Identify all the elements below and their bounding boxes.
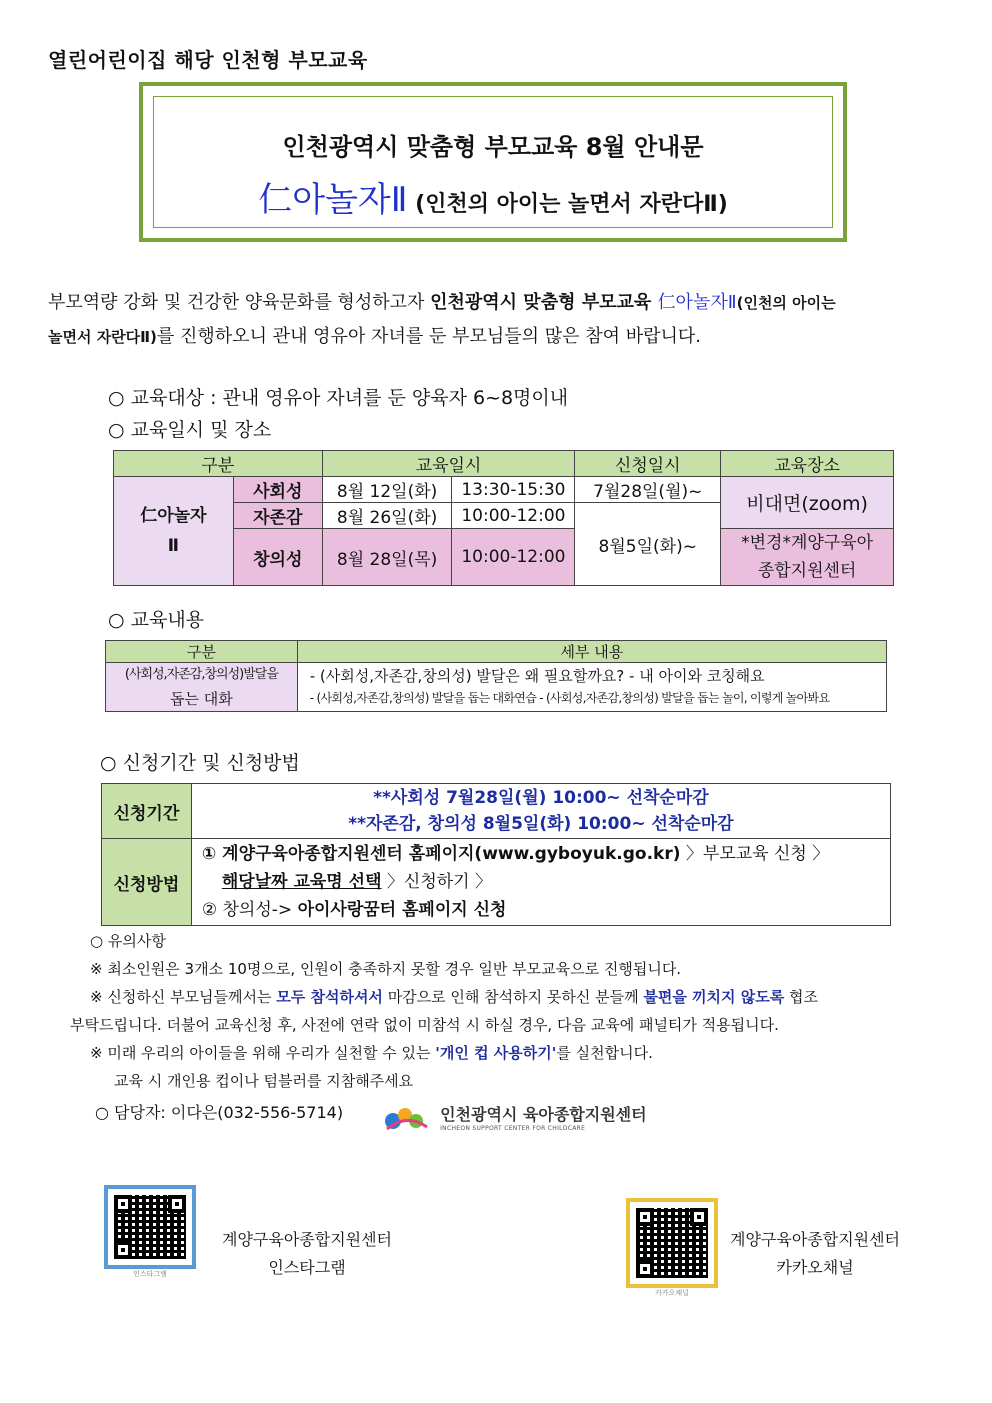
apply-method-2 bbox=[202, 868, 889, 896]
apply-table bbox=[101, 783, 891, 926]
title-box bbox=[139, 82, 847, 242]
kakao-qr-block bbox=[626, 1198, 718, 1298]
content-detail-cell bbox=[297, 663, 886, 712]
apply-method-2-rest: 〉신청하기 〉 bbox=[381, 872, 492, 892]
kakao-label-line-1: 계양구육아종합지원센터 bbox=[730, 1230, 901, 1249]
header-place: 교육장소 bbox=[721, 451, 894, 477]
time-cell: 10:00-12:00 bbox=[452, 529, 575, 586]
schedule-heading: ○ 교육일시 및 장소 bbox=[108, 419, 272, 441]
note-4a: ※ 미래 우리의 아이들을 위해 우리가 실천할 수 있는 bbox=[90, 1044, 436, 1062]
apply-period-cell bbox=[191, 784, 890, 839]
instagram-qr-block bbox=[104, 1185, 196, 1279]
qr-pattern bbox=[636, 1208, 708, 1278]
title-brand-line bbox=[154, 172, 832, 221]
apply-method-3 bbox=[202, 896, 889, 924]
qr-finder-mark bbox=[690, 1208, 708, 1226]
note-1: ※ 최소인원은 3개소 10명으로, 인원이 충족하지 못할 경우 일반 부모교육으로 진행됩니다. bbox=[90, 960, 682, 978]
date-cell: 8월 26일(화) bbox=[322, 503, 452, 529]
content-heading: ○ 교육내용 bbox=[108, 609, 205, 631]
content-table bbox=[105, 640, 887, 712]
topic-cell: 창의성 bbox=[233, 529, 322, 586]
center-logo-text bbox=[440, 1102, 647, 1132]
qr-finder-mark bbox=[114, 1241, 132, 1259]
header-category: 구분 bbox=[114, 451, 323, 477]
qr-finder-mark bbox=[114, 1195, 132, 1213]
qr-finder-mark bbox=[636, 1260, 654, 1278]
intro-text: 부모역량 강화 및 건강한 양육문화를 형성하고자 bbox=[48, 292, 431, 313]
intro-bold: 인천광역시 맞춤형 부모교육 bbox=[430, 292, 658, 313]
program-cell bbox=[114, 477, 234, 586]
title-inner-frame bbox=[153, 96, 833, 228]
note-4c: 를 실천합니다. bbox=[556, 1044, 653, 1062]
qr-finder-mark bbox=[636, 1208, 654, 1226]
qr-finder-mark bbox=[168, 1195, 186, 1213]
target-bullet: ○ 교육대상 : 관내 영유아 자녀를 둔 양육자 6~8명이내 bbox=[108, 387, 569, 409]
qr-pattern bbox=[114, 1195, 186, 1259]
schedule-table bbox=[113, 450, 894, 586]
header-apply-date: 신청일시 bbox=[575, 451, 721, 477]
place-changed-line-1: *변경*계양구육아 bbox=[741, 533, 874, 553]
apply-method-1 bbox=[202, 840, 889, 868]
date-cell: 8월 12일(화) bbox=[322, 477, 452, 503]
apply-period-label: 신청기간 bbox=[102, 784, 192, 839]
note-2-emphasis-2: 불편을 끼치지 않도록 bbox=[643, 988, 785, 1006]
content-category-cell bbox=[106, 663, 298, 712]
header-datetime: 교육일시 bbox=[322, 451, 575, 477]
content-detail-2: - (사회성,자존감,창의성) 발달을 돕는 대화연습 - (사회성,자존감,창의성) 발달을 돕는 놀이, 이렇게 놀아봐요 bbox=[309, 691, 830, 705]
date-cell: 8월 28일(목) bbox=[322, 529, 452, 586]
note-2 bbox=[90, 983, 920, 1011]
content-category-line-2: 돕는 대화 bbox=[170, 690, 233, 708]
qr-caption: 인스타그램 bbox=[133, 1270, 167, 1278]
header-label: 열린어린이집 해당 인천형 부모교육 bbox=[48, 48, 368, 72]
apply-period-2: **자존감, 창의성 8월5일(화) 10:00~ 선착순마감 bbox=[348, 814, 734, 834]
apply-method-1-bold: ① 계양구육아종합지원센터 홈페이지(www.gyboyuk.go.kr) bbox=[201, 844, 681, 864]
content-header-category: 구분 bbox=[106, 641, 298, 663]
apply-method-3-prefix: ② 창의성-> bbox=[201, 900, 298, 920]
note-4-emphasis: '개인 컵 사용하기' bbox=[435, 1044, 557, 1062]
title-line: 인천광역시 맞춤형 부모교육 8월 안내문 bbox=[282, 133, 704, 161]
intro-small-1: (인천의 아이는 bbox=[736, 294, 836, 312]
instagram-label bbox=[222, 1226, 392, 1282]
center-logo bbox=[383, 1102, 653, 1138]
instagram-label-line-2: 인스타그램 bbox=[268, 1258, 346, 1277]
note-2c: 마감으로 인해 참석하지 못하신 분들께 bbox=[382, 988, 644, 1006]
intro-small-2: 놀면서 자란다Ⅱ) bbox=[48, 328, 157, 346]
notes-heading: ○ 유의사항 bbox=[90, 932, 166, 950]
place-online-cell: 비대면(zoom) bbox=[721, 477, 894, 529]
note-5: 교육 시 개인용 컵이나 텀블러를 지참해주세요 bbox=[114, 1072, 414, 1090]
kakao-qr-code[interactable] bbox=[626, 1198, 718, 1288]
instagram-label-line-1: 계양구육아종합지원센터 bbox=[222, 1230, 393, 1249]
kakao-label bbox=[730, 1226, 900, 1282]
time-cell: 10:00-12:00 bbox=[452, 503, 575, 529]
place-changed-line-2: 종합지원센터 bbox=[757, 561, 857, 581]
apply-heading: ○ 신청기간 및 신청방법 bbox=[100, 752, 300, 774]
content-header-detail: 세부 내용 bbox=[297, 641, 886, 663]
note-3: 부탁드립니다. 더불어 교육신청 후, 사전에 연락 없이 미참석 시 하실 경우, 다음 교육에 패널티가 적용됩니다. bbox=[70, 1016, 779, 1034]
apply-period-1: **사회성 7월28일(월) 10:00~ 선착순마감 bbox=[373, 788, 709, 808]
intro-text-2: 를 진행하오니 관내 영유아 자녀를 둔 부모님들의 많은 참여 바랍니다. bbox=[156, 326, 701, 347]
time-cell: 13:30-15:30 bbox=[452, 477, 575, 503]
center-logo-icon bbox=[383, 1103, 431, 1131]
apply-date-cell: 8월5일(화)~ bbox=[575, 503, 721, 586]
apply-method-2-underlined: 해당날짜 교육명 선택 bbox=[221, 872, 382, 892]
instagram-qr-code[interactable] bbox=[104, 1185, 196, 1269]
program-number: Ⅱ bbox=[167, 536, 179, 556]
center-logo-subtitle: INCHEON SUPPORT CENTER FOR CHILDCARE bbox=[440, 1125, 586, 1132]
note-2-emphasis-1: 모두 참석하셔서 bbox=[276, 988, 383, 1006]
brand-subtitle: (인천의 아이는 놀면서 자란다Ⅱ) bbox=[415, 192, 728, 217]
topic-cell: 자존감 bbox=[233, 503, 322, 529]
apply-method-3-bold: 아이사랑꿈터 홈페이지 신청 bbox=[297, 900, 507, 920]
center-logo-name: 인천광역시 육아종합지원센터 bbox=[440, 1105, 647, 1124]
topic-cell: 사회성 bbox=[233, 477, 322, 503]
program-name: 仁아놀자 bbox=[140, 506, 207, 526]
apply-method-cell bbox=[191, 839, 890, 926]
apply-method-1-rest: 〉부모교육 신청 〉 bbox=[680, 844, 830, 864]
intro-paragraph bbox=[48, 286, 948, 354]
note-2a: ※ 신청하신 부모님들께서는 bbox=[90, 988, 277, 1006]
apply-method-label: 신청방법 bbox=[102, 839, 192, 926]
note-4 bbox=[90, 1039, 920, 1067]
intro-brand: 仁아놀자Ⅱ bbox=[657, 292, 737, 313]
kakao-label-line-2: 카카오채널 bbox=[776, 1258, 854, 1277]
contact-line: ○ 담당자: 이다은(032-556-5714) bbox=[95, 1103, 344, 1122]
apply-date-cell: 7월28일(월)~ bbox=[575, 477, 721, 503]
brand-name: 仁아놀자Ⅱ bbox=[258, 180, 408, 220]
note-2e: 협조 bbox=[784, 988, 818, 1006]
place-changed-cell bbox=[721, 529, 894, 586]
content-category-line-1: (사회성,자존감,창의성)발달을 bbox=[124, 667, 278, 682]
qr-caption: 카카오채널 bbox=[655, 1289, 689, 1297]
content-detail-1: - (사회성,자존감,창의성) 발달은 왜 필요할까요? - 내 아이와 코칭해요 bbox=[309, 667, 765, 685]
notes-block bbox=[70, 927, 920, 1095]
